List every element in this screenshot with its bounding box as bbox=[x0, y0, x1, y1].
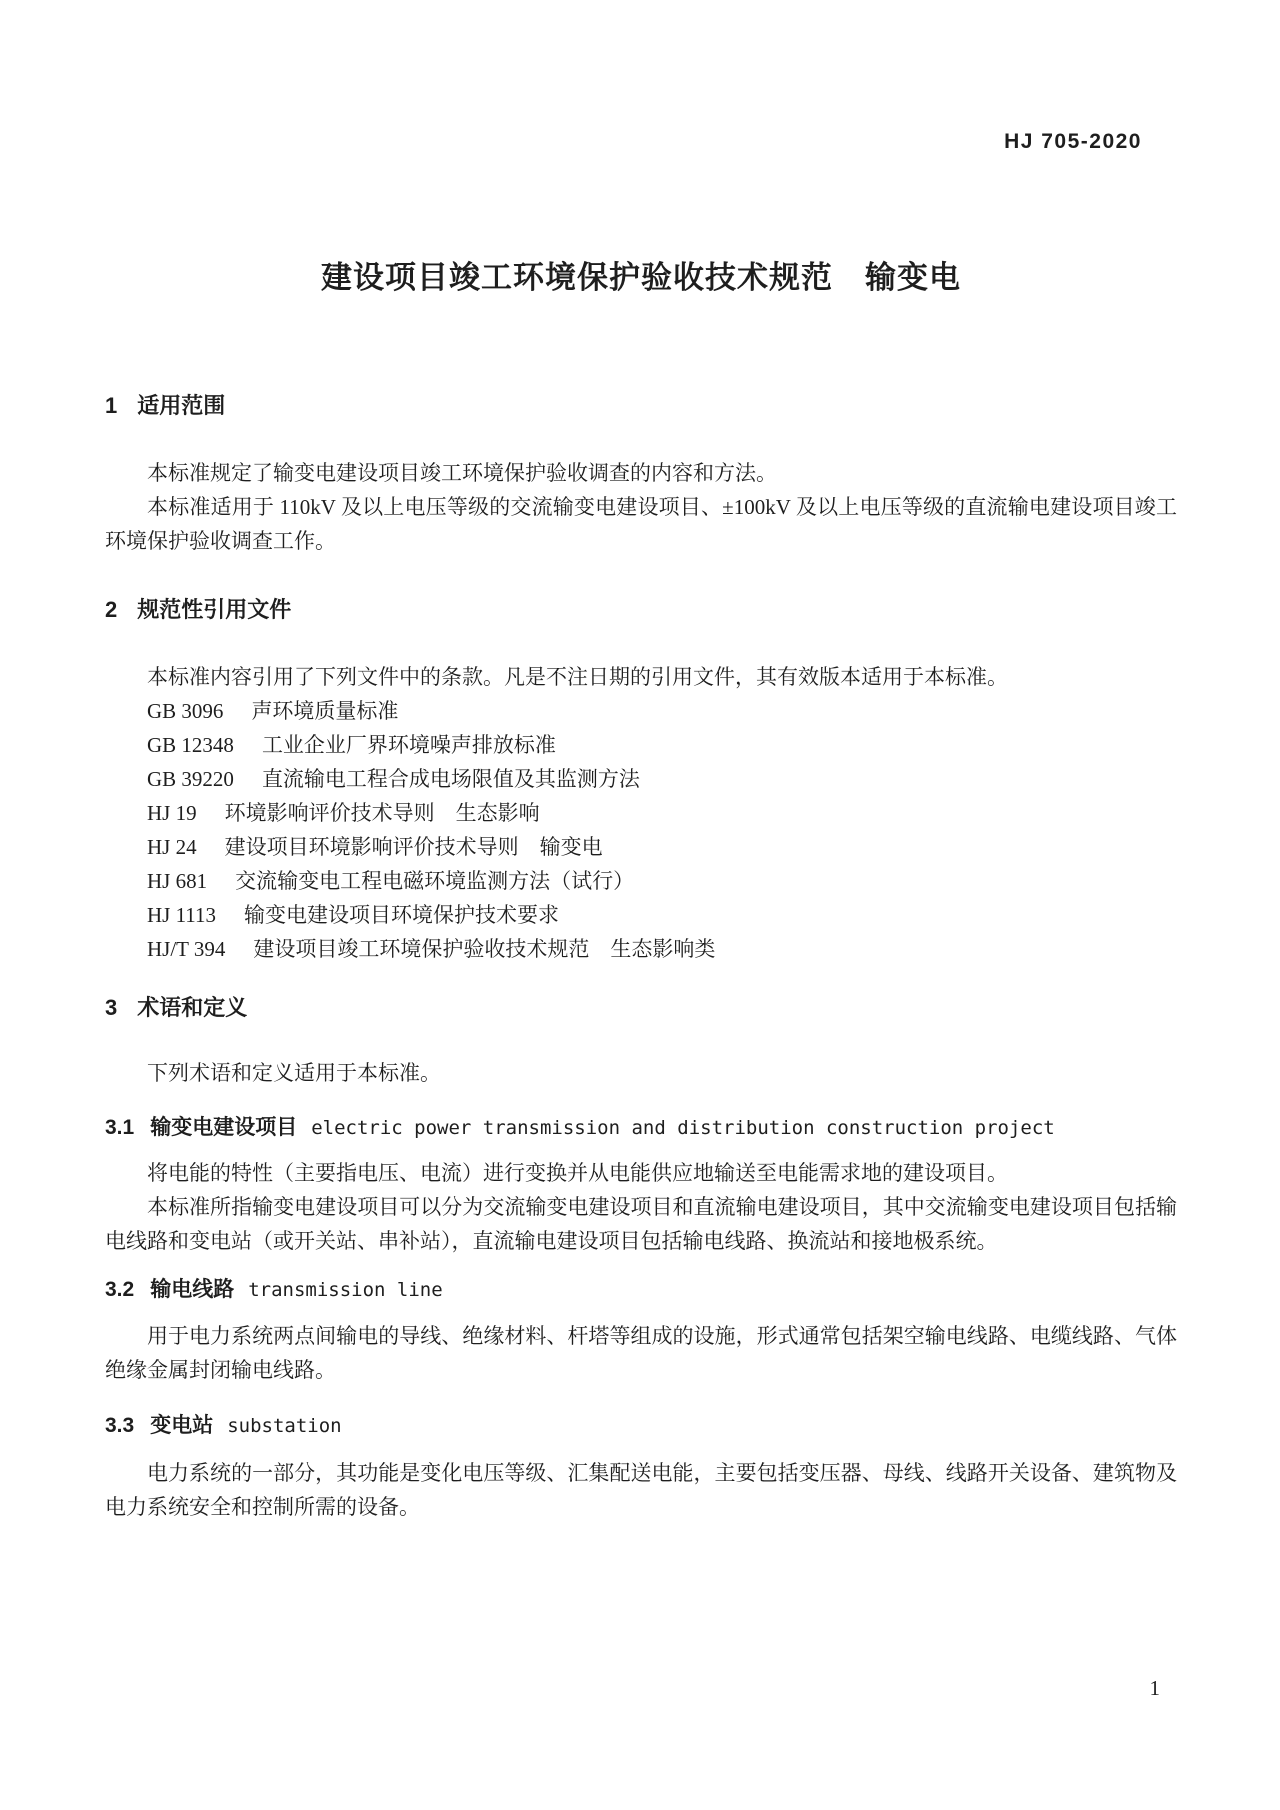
reference-title: 工业企业厂界环境噪声排放标准 bbox=[261, 733, 556, 757]
term-cn: 输电线路 bbox=[150, 1278, 235, 1301]
reference-title: 直流输电工程合成电场限值及其监测方法 bbox=[261, 767, 640, 791]
section-terms-heading bbox=[105, 992, 1177, 1024]
term-entry-heading bbox=[105, 1410, 1177, 1442]
section-scope-body bbox=[105, 456, 1177, 558]
section-references-body bbox=[105, 660, 1177, 966]
term-en: substation bbox=[227, 1415, 342, 1437]
section-scope-heading bbox=[105, 390, 1177, 422]
term-entry-body bbox=[105, 1319, 1177, 1387]
term-en: electric power transmission and distribution construction project bbox=[311, 1117, 1055, 1139]
reference-code: HJ/T 394 bbox=[147, 937, 226, 961]
term-number: 3.2 bbox=[105, 1278, 135, 1301]
reference-title: 输变电建设项目环境保护技术要求 bbox=[244, 903, 560, 927]
reference-item bbox=[105, 864, 1177, 898]
page-number: 1 bbox=[1149, 1676, 1160, 1700]
reference-item bbox=[105, 728, 1177, 762]
term-entry-heading bbox=[105, 1274, 1177, 1306]
reference-title: 交流输变电工程电磁环境监测方法（试行） bbox=[235, 869, 635, 893]
paragraph: 本标准所指输变电建设项目可以分为交流输变电建设项目和直流输电建设项目，其中交流输变电建设项目包括输电线路和变电站（或开关站、串补站），直流输电建设项目包括输电线路、换流站和接地极系统。 bbox=[105, 1195, 1177, 1253]
reference-code: GB 3096 bbox=[147, 699, 224, 723]
paragraph: 用于电力系统两点间输电的导线、绝缘材料、杆塔等组成的设施，形式通常包括架空输电线路、电缆线路、气体绝缘金属封闭输电线路。 bbox=[105, 1324, 1177, 1382]
reference-item bbox=[105, 898, 1177, 932]
reference-title: 建设项目环境影响评价技术导则 输变电 bbox=[224, 835, 603, 859]
paragraph: 本标准内容引用了下列文件中的条款。凡是不注日期的引用文件，其有效版本适用于本标准。 bbox=[147, 665, 1008, 689]
term-entry-body bbox=[105, 1456, 1177, 1524]
paragraph: 本标准适用于 110kV 及以上电压等级的交流输变电建设项目、±100kV 及以上电压等级的直流输电建设项目竣工环境保护验收调查工作。 bbox=[105, 495, 1177, 553]
paragraph: 本标准规定了输变电建设项目竣工环境保护验收调查的内容和方法。 bbox=[147, 461, 777, 485]
paragraph: 下列术语和定义适用于本标准。 bbox=[147, 1061, 441, 1085]
term-number: 3.3 bbox=[105, 1414, 135, 1437]
paragraph: 电力系统的一部分，其功能是变化电压等级、汇集配送电能，主要包括变压器、母线、线路开关设备、建筑物及电力系统安全和控制所需的设备。 bbox=[105, 1461, 1177, 1519]
section-number: 1 bbox=[105, 393, 118, 418]
document-title: 建设项目竣工环境保护验收技术规范 输变电 bbox=[321, 260, 961, 295]
section-number: 3 bbox=[105, 995, 118, 1020]
section-title: 术语和定义 bbox=[137, 995, 248, 1020]
reference-title: 建设项目竣工环境保护验收技术规范 生态影响类 bbox=[253, 937, 716, 961]
reference-code: HJ 681 bbox=[147, 869, 208, 893]
reference-item bbox=[105, 762, 1177, 796]
section-references-heading bbox=[105, 594, 1177, 626]
reference-item bbox=[105, 932, 1177, 966]
term-cn: 输变电建设项目 bbox=[150, 1116, 298, 1139]
term-cn: 变电站 bbox=[150, 1414, 214, 1437]
reference-code: HJ 24 bbox=[147, 835, 197, 859]
reference-code: HJ 1113 bbox=[147, 903, 217, 927]
reference-code: GB 39220 bbox=[147, 767, 234, 791]
section-title: 规范性引用文件 bbox=[137, 597, 292, 622]
reference-item bbox=[105, 694, 1177, 728]
standard-code: HJ 705-2020 bbox=[1004, 130, 1142, 153]
reference-code: GB 12348 bbox=[147, 733, 234, 757]
section-title: 适用范围 bbox=[137, 393, 226, 418]
term-en: transmission line bbox=[248, 1279, 443, 1301]
section-number: 2 bbox=[105, 597, 118, 622]
reference-title: 声环境质量标准 bbox=[251, 699, 399, 723]
reference-title: 环境影响评价技术导则 生态影响 bbox=[224, 801, 540, 825]
reference-item bbox=[105, 830, 1177, 864]
term-entry-heading bbox=[105, 1112, 1177, 1144]
paragraph: 将电能的特性（主要指电压、电流）进行变换并从电能供应地输送至电能需求地的建设项目。 bbox=[147, 1161, 1008, 1185]
document-content bbox=[105, 0, 1177, 1524]
term-number: 3.1 bbox=[105, 1116, 135, 1139]
reference-item bbox=[105, 796, 1177, 830]
reference-code: HJ 19 bbox=[147, 801, 197, 825]
term-entry-body bbox=[105, 1156, 1177, 1258]
